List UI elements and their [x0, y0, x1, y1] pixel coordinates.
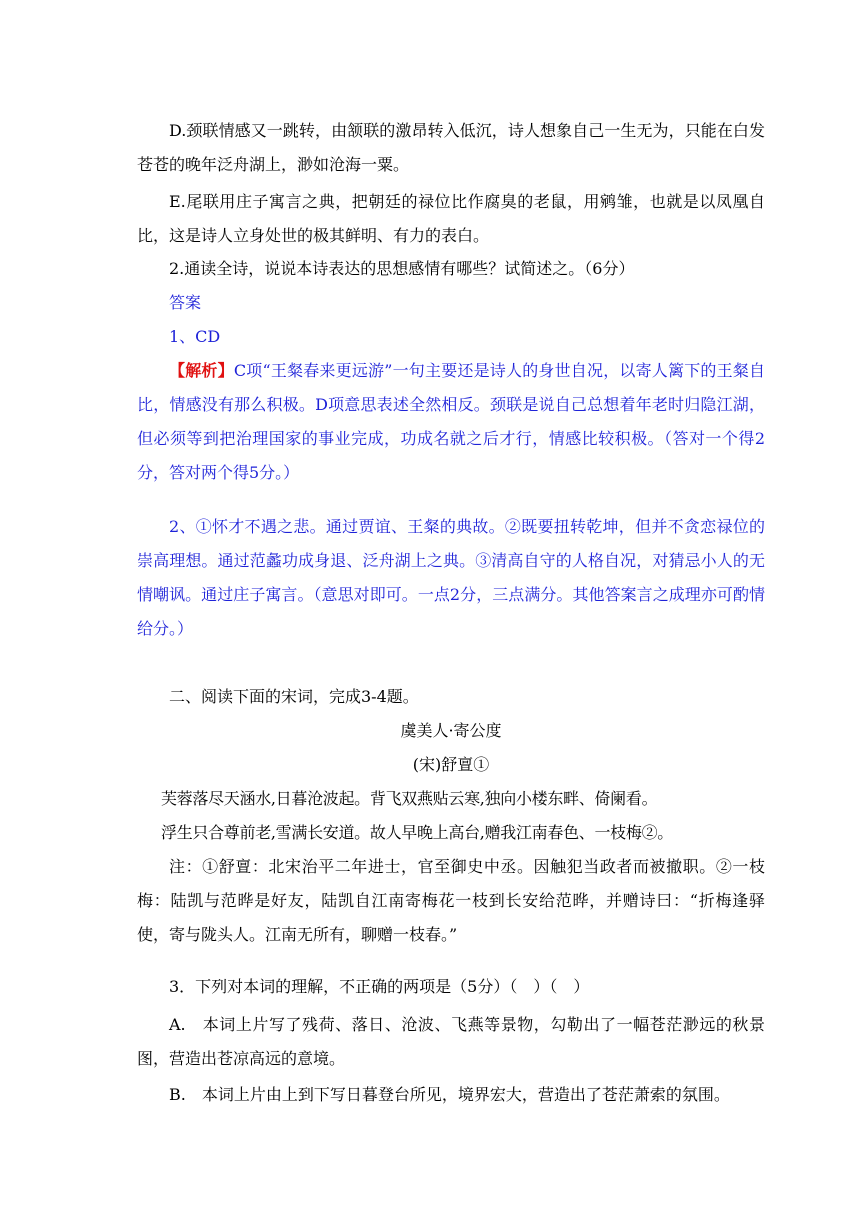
option-e: E.尾联用庄子寓言之典，把朝廷的禄位比作腐臭的老鼠，用鹓雏，也就是以凤凰自比，这是诗人立身处世的极其鲜明、有力的表白。 [137, 192, 765, 245]
answer-heading: 答案 [169, 293, 202, 312]
section-2-intro: 二、阅读下面的宋词，完成3-4题。 [169, 687, 419, 706]
poem-line-1: 芙蓉落尽天涵水,日暮沧波起。背飞双燕贴云寒,独向小楼东畔、倚阑看。 [161, 789, 658, 808]
option-a: A. 本词上片写了残荷、落日、沧波、飞燕等景物，勾勒出了一幅苍茫渺远的秋景图，营造出苍凉高远的意境。 [137, 1015, 765, 1068]
poem-title: 虞美人·寄公度 [400, 721, 502, 740]
poem-author: (宋)舒亶① [412, 755, 490, 774]
question-2: 2.通读全诗，说说本诗表达的思想感情有哪些？试简述之。（6分） [169, 259, 635, 278]
option-d: D.颈联情感又一跳转，由颔联的激昂转入低沉，诗人想象自己一生无为，只能在白发苍苍的晚年泛舟湖上，渺如沧海一粟。 [137, 121, 765, 174]
answer-1: 1、CD [169, 327, 221, 346]
question-3: 3．下列对本词的理解，不正确的两项是（5分）（ ）（ ） [169, 977, 590, 996]
poem-line-2: 浮生只合尊前老,雪满长安道。故人早晚上高台,赠我江南春色、一枝梅②。 [161, 823, 673, 842]
analysis-tag: 【解析】 [169, 361, 234, 380]
poem-note: 注：①舒亶：北宋治平二年进士，官至御史中丞。因触犯当政者而被撤职。②一枝梅：陆凯与范晔是好友，陆凯自江南寄梅花一枝到长安给范晔，并赠诗曰：“折梅逢驿使，寄与陇头人。江南无所有，聊赠一枝春。” [137, 857, 765, 944]
analysis-text: C项“王粲春来更远游”一句主要还是诗人的身世自况，以寄人篱下的王粲自比，情感没有那么积极。D项意思表述全然相反。颈联是说自己总想着年老时归隐江湖，但必须等到把治理国家的事业完成，功成名就之后才行，情感比较积极。（答对一个得2分，答对两个得5分。） [137, 361, 765, 482]
answer-2: 2、①怀才不遇之悲。通过贾谊、王粲的典故。②既要扭转乾坤，但并不贪恋禄位的崇高理想。通过范蠡功成身退、泛舟湖上之典。③清高自守的人格自况，对猜忌小人的无情嘲讽。通过庄子寓言。（意思对即可。一点2分，三点满分。其他答案言之成理亦可酌情给分。） [137, 517, 765, 638]
option-b: B. 本词上片由上到下写日暮登台所见，境界宏大，营造出了苍茫萧索的氛围。 [169, 1085, 730, 1104]
answer-analysis [137, 354, 765, 490]
